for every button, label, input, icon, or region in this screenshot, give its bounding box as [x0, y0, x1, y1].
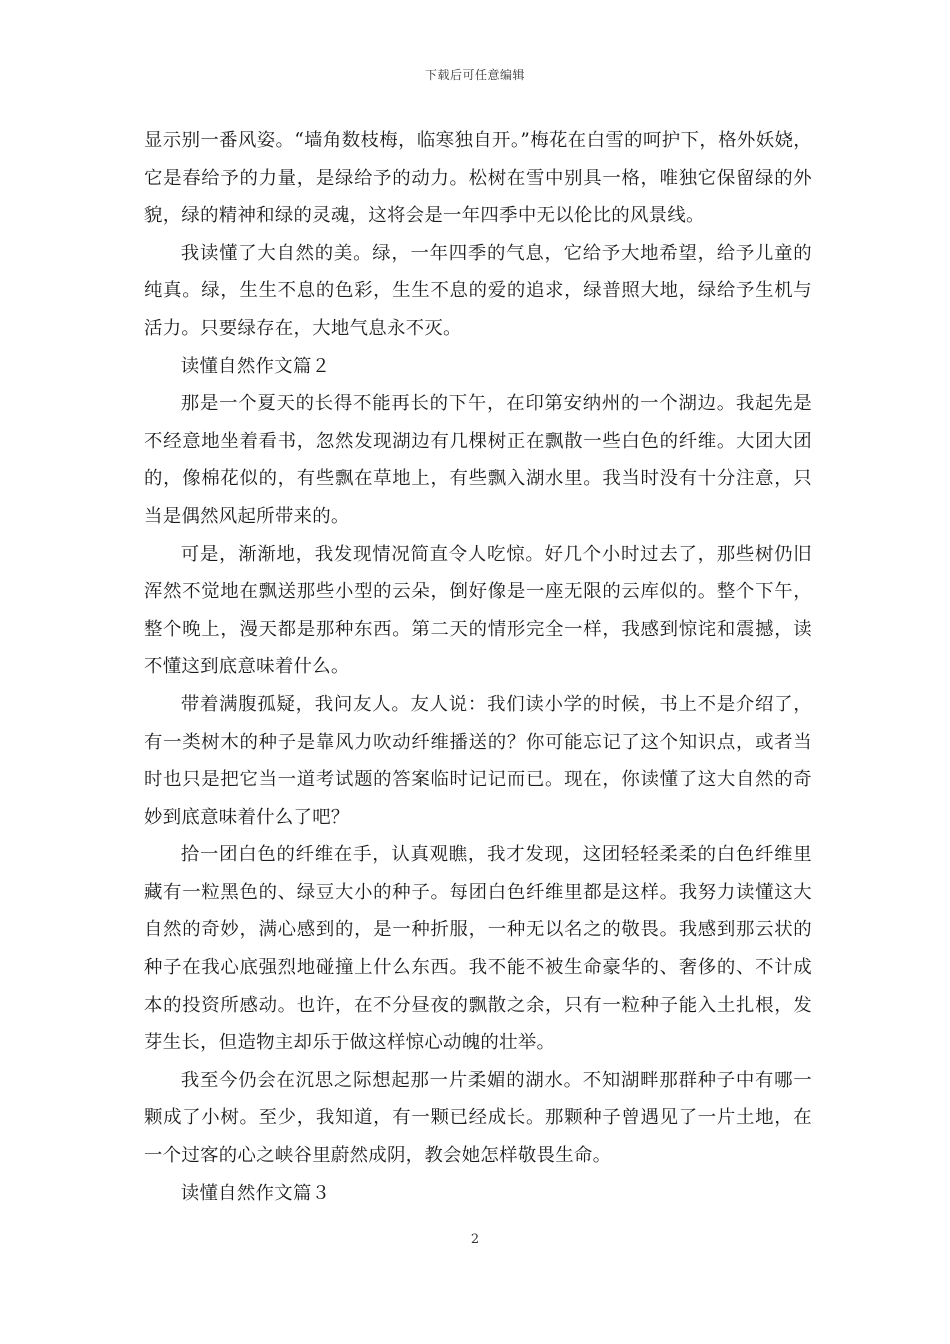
body-paragraph: 我至今仍会在沉思之际想起那一片柔媚的湖水。不知湖畔那群种子中有哪一颗成了小树。至少，我知道，有一颗已经成长。那颗种子曾遇见了一片土地，在一个过客的心之峡谷里蔚然成阴，教会她怎样敬畏生命。 — [144, 1069, 812, 1167]
section-heading: 读懂自然作文篇２ — [180, 355, 331, 377]
page-number: 2 — [470, 1232, 480, 1247]
body-paragraph: 我读懂了大自然的美。绿，一年四季的气息，它给予大地希望，给予儿童的纯真。绿，生生不息的色彩，生生不息的爱的追求，绿普照大地，绿给予生机与活力。只要绿存在，大地气息永不灭。 — [144, 242, 812, 339]
document-body — [144, 122, 812, 1212]
section-heading: 读懂自然作文篇３ — [180, 1182, 331, 1204]
body-paragraph: 显示别一番风姿。“墙角数枝梅，临寒独自开。”梅花在白雪的呵护下，格外妖娆，它是春给予的力量，是绿给予的动力。松树在雪中别具一格，唯独它保留绿的外貌，绿的精神和绿的灵魂，这将会是一年四季中无以伦比的风景线。 — [144, 130, 812, 227]
body-paragraph: 那是一个夏天的长得不能再长的下午，在印第安纳州的一个湖边。我起先是不经意地坐着看书，忽然发现湖边有几棵树正在飘散一些白色的纤维。大团大团的，像棉花似的，有些飘在草地上，有些飘入湖水里。我当时没有十分注意，只当是偶然风起所带来的。 — [144, 393, 812, 527]
page-header-note: 下载后可任意编辑 — [424, 68, 525, 82]
body-paragraph: 可是，渐渐地，我发现情况简直令人吃惊。好几个小时过去了，那些树仍旧浑然不觉地在飘送那些小型的云朵，倒好像是一座无限的云库似的。整个下午，整个晚上，漫天都是那种东西。第二天的情形完全一样，我感到惊诧和震撼，读不懂这到底意味着什么。 — [144, 543, 812, 678]
body-paragraph: 带着满腹孤疑，我问友人。友人说：我们读小学的时候，书上不是介绍了，有一类树木的种子是靠风力吹动纤维播送的？你可能忘记了这个知识点，或者当时也只是把它当一道考试题的答案临时记记而已。现在，你读懂了这大自然的奇妙到底意味着什么了吧？ — [144, 693, 812, 828]
body-paragraph: 拾一团白色的纤维在手，认真观瞧，我才发现，这团轻轻柔柔的白色纤维里藏有一粒黑色的、绿豆大小的种子。每团白色纤维里都是这样。我努力读懂这大自然的奇妙，满心感到的，是一种折服，一种无以名之的敬畏。我感到那云状的种子在我心底强烈地碰撞上什么东西。我不能不被生命豪华的、奢侈的、不计成本的投资所感动。也许，在不分昼夜的飘散之余，只有一粒种子能入土扎根，发芽生长，但造物主却乐于做这样惊心动魄的壮举。 — [144, 844, 812, 1054]
